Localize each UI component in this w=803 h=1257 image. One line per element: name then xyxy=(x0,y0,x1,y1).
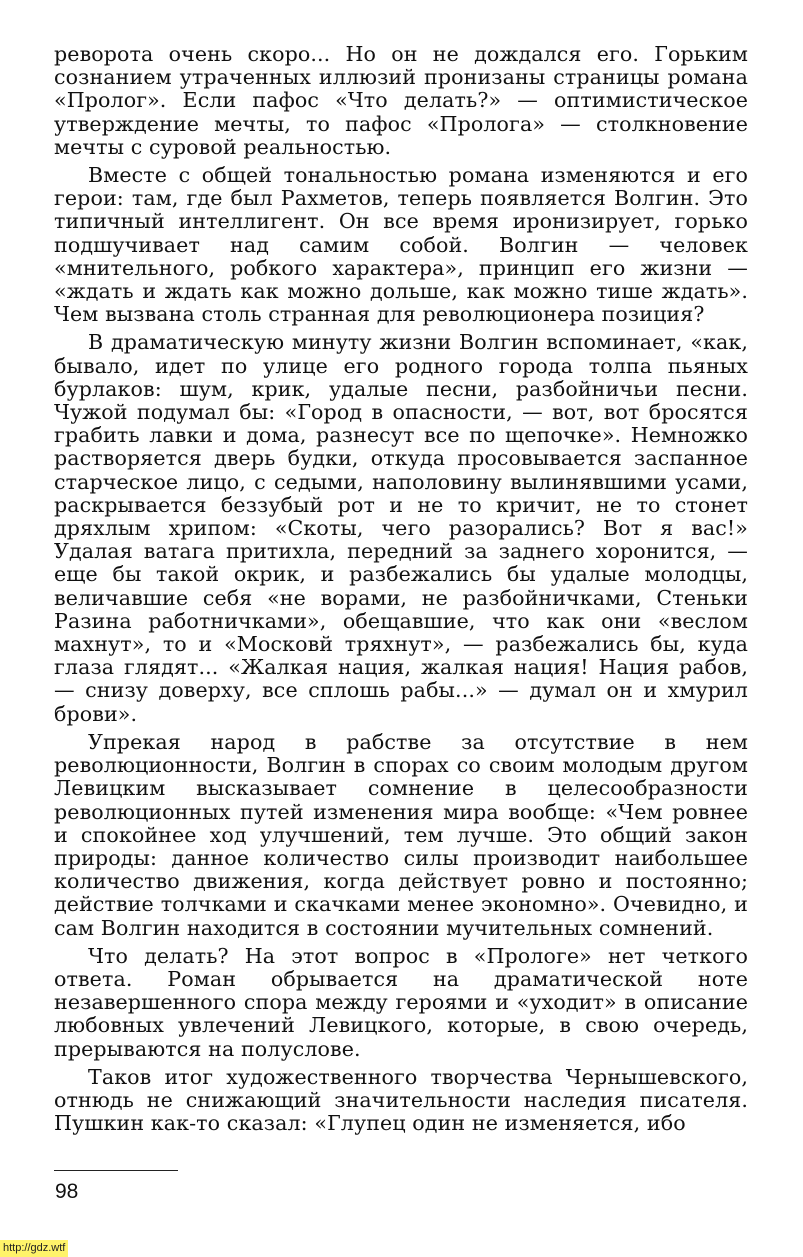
paragraph-4: Упрекая народ в рабстве за отсутствие в нем революционности, Волгин в спорах со своим молодым другом Левицким высказывает сомнение в целесообразности революционных путей изменения мира вообще: «Чем ровнее и спокойнее ход улучшений, тем лучше. Это общий закон природы: данное количество силы производит наибольшее количество движения, когда действует ровно и постоянно; действие толчками и скачками менее экономно». Очевидно, и сам Волгин находится в состоянии мучительных сомнений. xyxy=(54,729,748,940)
paragraph-6: Таков итог художественного творчества Чернышевского, отнюдь не снижающий значительности наследия писателя. Пушкин как-то сказал: «Глупец один не изменяется, ибо xyxy=(54,1064,748,1136)
paragraph-2: Вместе с общей тональностью романа изменяются и его герои: там, где был Рахметов, теперь появляется Волгин. Это типичный интеллигент. Он все время иронизирует, горько подшучивает над самим собой. Волгин — человек «мнительного, робкого характера», принцип его жизни — «ждать и ждать как можно дольше, как можно тише ждать». Чем вызвана столь странная для революционера позиция? xyxy=(54,163,748,327)
watermark-link[interactable]: http://gdz.wtf xyxy=(0,1240,68,1257)
paragraph-1: реворота очень скоро... Но он не дождался его. Горьким сознанием утраченных иллюзий пронизаны страницы романа «Пролог». Если пафос «Что делать?» — оптимистическое утверждение мечты, то пафос «Пролога» — столкновение мечты с суровой реальностью. xyxy=(54,42,748,159)
page-body xyxy=(54,43,748,1135)
paragraph-3: В драматическую минуту жизни Волгин вспоминает, «как, бывало, идет по улице его родного города толпа пьяных бурлаков: шум, крик, удалые песни, разбойничьи песни. Чужой подумал бы: «Город в опасности, — вот, вот бросятся грабить лавки и дома, разнесут все по щепочке». Немножко растворяется дверь будки, откуда просовывается заспанное старческое лицо, с седыми, наполовину вылинявшими усами, раскрывается беззубый рот и не то кричит, не то стонет дряхлым хрипом: «Скоты, чего разорались? Вот я вас!» Удалая ватага притихла, передний за заднего хоронится, — еще бы такой окрик, и разбежались бы удалые молодцы, величавшие себя «не ворами, не разбойничками, Стеньки Разина работничками», обещавшие, что как они «веслом махнут», то и «Московй тряхнут», — разбежались бы, куда глаза глядят... «Жалкая нация, жалкая нация! Нация рабов, — снизу доверху, все сплошь рабы...» — думал он и хмурил брови». xyxy=(54,330,748,726)
page-number: 98 xyxy=(55,1180,79,1203)
footnote-divider xyxy=(54,1170,178,1171)
paragraph-5: Что делать? На этот вопрос в «Прологе» нет четкого ответа. Роман обрывается на драматической ноте незавершенного спора между героями и «уходит» в описание любовных увлечений Левицкого, которые, в свою очередь, прерываются на полуслове. xyxy=(54,943,748,1061)
